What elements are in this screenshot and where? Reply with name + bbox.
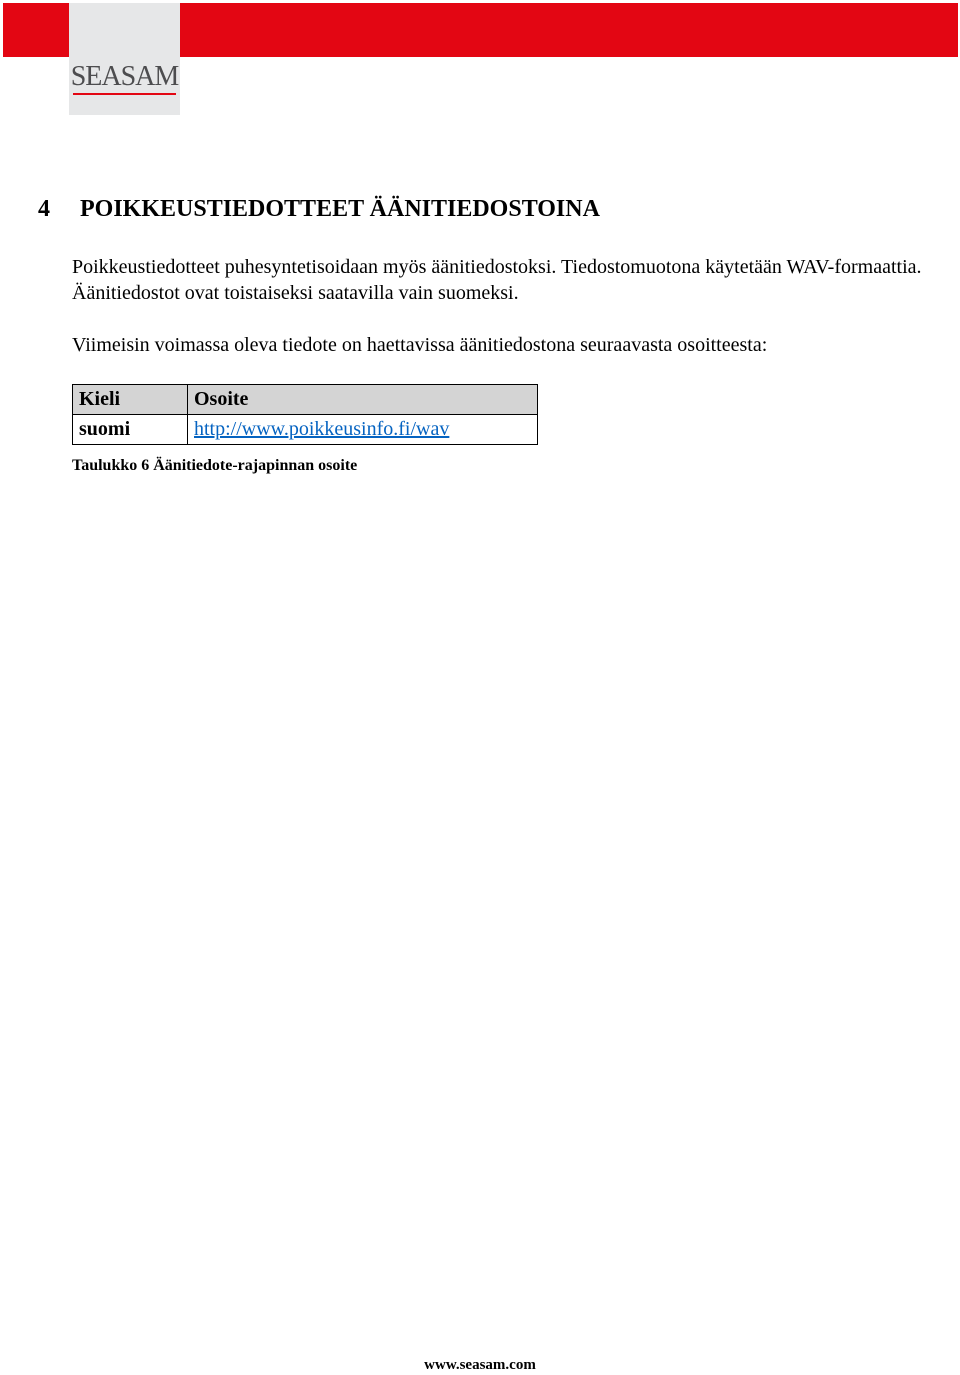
table-header-row [73,385,538,415]
table-header-address: Osoite [188,385,538,415]
footer-url: www.seasam.com [424,1357,536,1373]
table-cell-language: suomi [73,415,188,445]
table-header-language: Kieli [73,385,188,415]
table-caption: Taulukko 6 Äänitiedote-rajapinnan osoite [72,457,358,474]
table-cell-address [188,415,538,445]
logo-text: SEASAM [70,61,179,92]
section-number: 4 [38,196,50,222]
paragraph-address-intro: Viimeisin voimassa oleva tiedote on haettavissa äänitiedostona seuraavasta osoitteesta: [72,334,768,356]
paragraph-intro: Poikkeustiedotteet puhesyntetisoidaan myös äänitiedostoksi. Tiedostomuotona käytetään WAV-formaattia. Äänitiedostot ovat toistaiseksi saatavilla vain suomeksi. [72,256,922,304]
header-red-band-left [3,3,69,57]
logo-underline [73,93,176,95]
address-link[interactable]: http://www.poikkeusinfo.fi/wav [194,418,450,440]
section-heading [38,196,600,223]
table-row [73,415,538,445]
address-table [72,384,538,445]
seasam-logo [69,3,180,115]
header-red-band-right [180,3,958,57]
section-title: POIKKEUSTIEDOTTEET ÄÄNITIEDOSTOINA [80,196,600,222]
